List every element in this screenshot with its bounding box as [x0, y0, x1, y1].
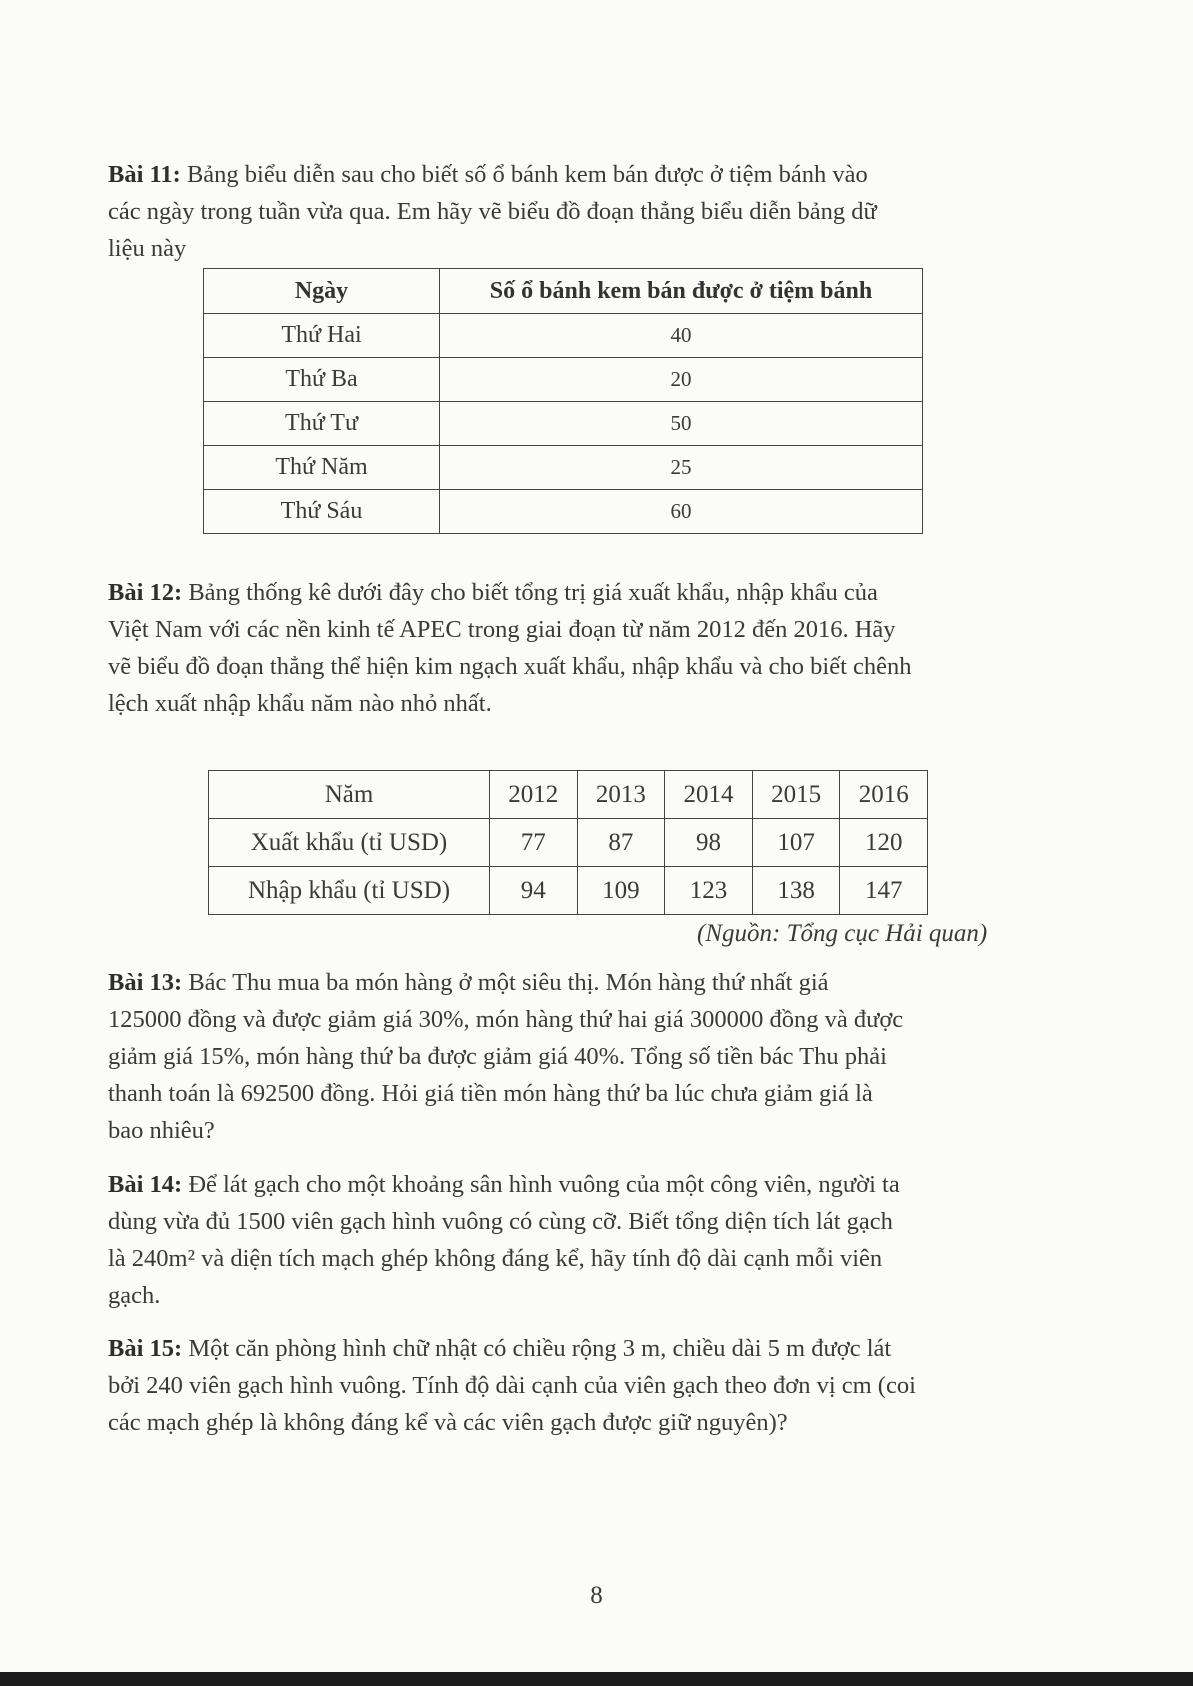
- table-cell: 147: [840, 867, 928, 915]
- header-2012: 2012: [490, 771, 578, 819]
- problem-15: [108, 1330, 1028, 1441]
- problem-15-line-1: Bài 15: Một căn phòng hình chữ nhật có chiều rộng 3 m, chiều dài 5 m được lát: [108, 1335, 892, 1362]
- problem-12-label: Bài 12:: [108, 579, 183, 606]
- table-cell: 107: [752, 819, 840, 867]
- cell-count: 25: [440, 446, 923, 490]
- header-2013: 2013: [577, 771, 665, 819]
- table-cell: 120: [840, 819, 928, 867]
- cell-day: Thứ Sáu: [204, 490, 440, 534]
- row-label: Xuất khẩu (tỉ USD): [209, 819, 490, 867]
- problem-15-label: Bài 15:: [108, 1335, 183, 1362]
- header-2014: 2014: [665, 771, 753, 819]
- problem-14-line-2: dùng vừa đủ 1500 viên gạch hình vuông có cùng cỡ. Biết tổng diện tích lát gạch: [108, 1208, 893, 1235]
- header-2016: 2016: [840, 771, 928, 819]
- table-header-row: [204, 269, 923, 314]
- problem-14: [108, 1166, 1028, 1314]
- row-label: Nhập khẩu (tỉ USD): [209, 867, 490, 915]
- header-2015: 2015: [752, 771, 840, 819]
- table-row: [204, 358, 923, 402]
- problem-12-line-4: lệch xuất nhập khẩu năm nào nhỏ nhất.: [108, 690, 492, 717]
- table-cell: 94: [490, 867, 578, 915]
- problem-13-line-1: Bài 13: Bác Thu mua ba món hàng ở một siêu thị. Món hàng thứ nhất giá: [108, 969, 829, 996]
- cell-count: 50: [440, 402, 923, 446]
- cell-count: 20: [440, 358, 923, 402]
- header-day: Ngày: [204, 269, 440, 314]
- problem-13-label: Bài 13:: [108, 969, 183, 996]
- table-row: [204, 490, 923, 534]
- table-cell: 87: [577, 819, 665, 867]
- problem-14-label: Bài 14:: [108, 1171, 183, 1198]
- problem-13-line-4: thanh toán là 692500 đồng. Hỏi giá tiền món hàng thứ ba lúc chưa giảm giá là: [108, 1080, 873, 1107]
- trade-table: [208, 770, 928, 915]
- sales-table: [203, 268, 923, 534]
- problem-11-line-3: liệu này: [108, 235, 187, 262]
- cell-day: Thứ Tư: [204, 402, 440, 446]
- problem-15-line-2: bởi 240 viên gạch hình vuông. Tính độ dài cạnh của viên gạch theo đơn vị cm (coi: [108, 1372, 916, 1399]
- table-source: (Nguồn: Tổng cục Hải quan): [697, 920, 988, 947]
- problem-14-line-3: là 240m² và diện tích mạch ghép không đáng kể, hãy tính độ dài cạnh mỗi viên: [108, 1245, 883, 1272]
- table-cell: 109: [577, 867, 665, 915]
- table-row: [204, 402, 923, 446]
- table-cell: 138: [752, 867, 840, 915]
- problem-11-line-2: các ngày trong tuần vừa qua. Em hãy vẽ biểu đồ đoạn thẳng biểu diễn bảng dữ: [108, 198, 877, 225]
- table-cell: 123: [665, 867, 753, 915]
- table-header-row: [209, 771, 928, 819]
- page-number: 8: [590, 1582, 603, 1609]
- problem-15-line-3: các mạch ghép là không đáng kể và các viên gạch được giữ nguyên)?: [108, 1409, 788, 1436]
- table-row-import: [209, 867, 928, 915]
- problem-11-line-1: Bài 11: Bảng biểu diễn sau cho biết số ổ bánh kem bán được ở tiệm bánh vào: [108, 161, 868, 188]
- table-cell: 77: [490, 819, 578, 867]
- scan-bottom-edge: [0, 1672, 1193, 1686]
- cell-count: 40: [440, 314, 923, 358]
- cell-day: Thứ Hai: [204, 314, 440, 358]
- problem-12-line-1: Bài 12: Bảng thống kê dưới đây cho biết tổng trị giá xuất khẩu, nhập khẩu của: [108, 579, 878, 606]
- problem-14-line-1: Bài 14: Để lát gạch cho một khoảng sân hình vuông của một công viên, người ta: [108, 1171, 900, 1198]
- table-row-export: [209, 819, 928, 867]
- problem-13: [108, 964, 1028, 1149]
- problem-11: [108, 156, 1028, 267]
- cell-count: 60: [440, 490, 923, 534]
- header-year: Năm: [209, 771, 490, 819]
- problem-13-line-2: 125000 đồng và được giảm giá 30%, món hàng thứ hai giá 300000 đồng và được: [108, 1006, 904, 1033]
- table-cell: 98: [665, 819, 753, 867]
- problem-14-line-4: gạch.: [108, 1282, 161, 1309]
- problem-12-line-3: vẽ biểu đồ đoạn thẳng thể hiện kim ngạch xuất khẩu, nhập khẩu và cho biết chênh: [108, 653, 912, 680]
- cell-day: Thứ Năm: [204, 446, 440, 490]
- header-count: Số ổ bánh kem bán được ở tiệm bánh: [440, 269, 923, 314]
- problem-13-line-5: bao nhiêu?: [108, 1117, 215, 1144]
- problem-12: [108, 574, 1028, 722]
- problem-12-line-2: Việt Nam với các nền kinh tế APEC trong giai đoạn từ năm 2012 đến 2016. Hãy: [108, 616, 896, 643]
- table-row: [204, 446, 923, 490]
- table-row: [204, 314, 923, 358]
- problem-13-line-3: giảm giá 15%, món hàng thứ ba được giảm giá 40%. Tổng số tiền bác Thu phải: [108, 1043, 887, 1070]
- cell-day: Thứ Ba: [204, 358, 440, 402]
- problem-11-label: Bài 11:: [108, 161, 181, 188]
